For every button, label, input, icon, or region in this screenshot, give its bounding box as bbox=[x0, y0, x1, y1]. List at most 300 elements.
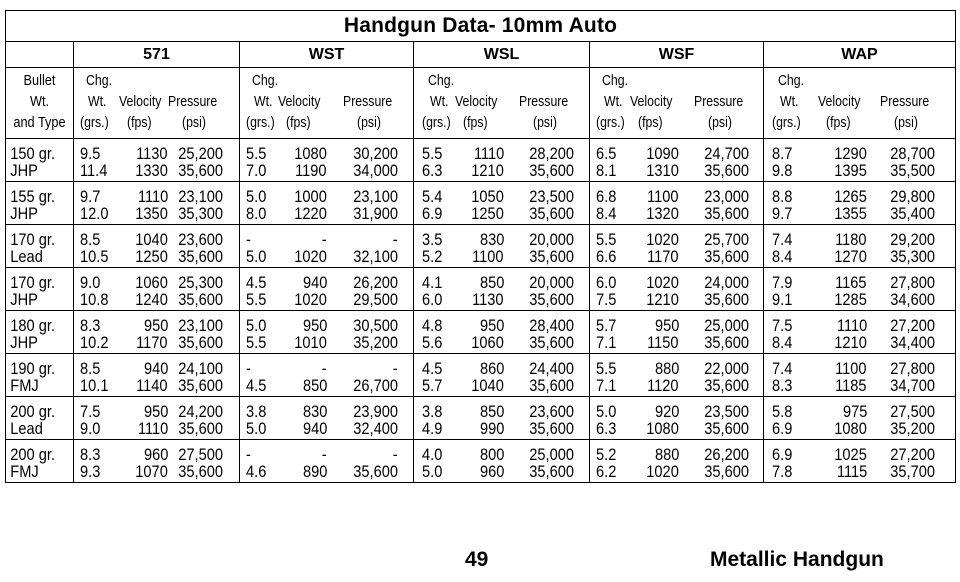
data-cell bbox=[74, 225, 240, 268]
max-load-line bbox=[240, 377, 413, 394]
bullet-header-cell bbox=[6, 68, 74, 139]
bullet-cell bbox=[6, 225, 74, 268]
velocity-value: 1180 bbox=[835, 230, 868, 249]
start-load-line bbox=[74, 360, 239, 377]
velocity-value: 1240 bbox=[135, 290, 168, 309]
chg-header-text: Chg. bbox=[602, 72, 628, 89]
start-load-line bbox=[414, 145, 589, 162]
velocity-value: 1110 bbox=[137, 187, 168, 206]
velocity-value: 1220 bbox=[294, 204, 327, 223]
pressure-value: 31,900 bbox=[353, 204, 398, 223]
max-load-line bbox=[240, 463, 413, 480]
data-cell bbox=[74, 139, 240, 182]
start-load-line bbox=[764, 231, 955, 248]
table-row bbox=[6, 139, 956, 182]
bullet-label: 155 gr. bbox=[10, 187, 56, 206]
charge-value: 10.1 bbox=[80, 376, 109, 395]
velocity-value: 1210 bbox=[471, 161, 504, 180]
pressure-value: 29,200 bbox=[890, 230, 936, 249]
start-load-line bbox=[240, 403, 413, 420]
data-cell bbox=[240, 354, 414, 397]
velocity-value: 1090 bbox=[646, 144, 679, 163]
bullet-label: JHP bbox=[10, 290, 38, 309]
pressure-value: 23,500 bbox=[529, 187, 574, 206]
charge-value: 8.5 bbox=[80, 230, 101, 249]
column-header-group bbox=[74, 68, 240, 139]
velocity-value: 950 bbox=[479, 316, 504, 335]
velocity-value: 1110 bbox=[473, 144, 504, 163]
pressure-value: 27,500 bbox=[178, 445, 223, 464]
table-row bbox=[6, 182, 956, 225]
bullet-label: Lead bbox=[10, 419, 43, 438]
charge-value: 4.5 bbox=[246, 273, 267, 292]
velocity-value: 1020 bbox=[294, 290, 327, 309]
pressure-value: 24,200 bbox=[178, 402, 223, 421]
pressure-value: 26,700 bbox=[353, 376, 398, 395]
data-cell bbox=[590, 139, 764, 182]
pressure-value: 35,600 bbox=[529, 376, 574, 395]
charge-value: 6.3 bbox=[422, 161, 443, 180]
pressure-value: 35,600 bbox=[529, 419, 574, 438]
start-load-line bbox=[590, 360, 763, 377]
pressure-value: 23,900 bbox=[353, 402, 398, 421]
chg-header-text: (grs.) bbox=[246, 114, 275, 131]
charge-value: 8.5 bbox=[80, 359, 101, 378]
bullet-label: FMJ bbox=[10, 462, 39, 481]
charge-value: 9.3 bbox=[80, 462, 101, 481]
velocity-value: 950 bbox=[654, 316, 679, 335]
charge-value: 7.9 bbox=[772, 273, 793, 292]
chg-header-text: Wt. bbox=[780, 93, 799, 110]
charge-value: 8.7 bbox=[772, 144, 793, 163]
pressure-value: 35,300 bbox=[178, 204, 223, 223]
data-cell bbox=[74, 440, 240, 483]
pressure-value: 35,600 bbox=[529, 333, 574, 352]
charge-value: 6.2 bbox=[596, 462, 617, 481]
start-load-line bbox=[590, 403, 763, 420]
velocity-value: 1170 bbox=[136, 333, 168, 352]
start-load-line bbox=[240, 274, 413, 291]
velocity-value: 940 bbox=[302, 419, 327, 438]
charge-value: 8.4 bbox=[772, 247, 793, 266]
chg-header-text: (grs.) bbox=[80, 114, 109, 131]
pressure-value: 35,600 bbox=[178, 419, 223, 438]
data-cell bbox=[74, 354, 240, 397]
velocity-value: 1010 bbox=[294, 333, 327, 352]
start-load-line bbox=[74, 403, 239, 420]
data-cell bbox=[590, 268, 764, 311]
pressure-value: 34,600 bbox=[890, 290, 936, 309]
velocity-value: 1110 bbox=[137, 419, 168, 438]
velocity-value: 850 bbox=[479, 273, 504, 292]
pressure-value: 32,100 bbox=[353, 247, 398, 266]
max-load-line bbox=[764, 377, 955, 394]
charge-value: 8.3 bbox=[80, 316, 101, 335]
chg-header-text: (grs.) bbox=[772, 114, 801, 131]
pressure-header-text: (psi) bbox=[182, 114, 206, 131]
pressure-value: - bbox=[393, 359, 398, 378]
velocity-value: 950 bbox=[143, 316, 168, 335]
pressure-value: 35,600 bbox=[704, 161, 749, 180]
velocity-value: 1120 bbox=[647, 376, 679, 395]
velocity-value: 1025 bbox=[834, 445, 868, 464]
start-load-line bbox=[764, 145, 955, 162]
velocity-value: 1100 bbox=[647, 187, 679, 206]
pressure-value: 24,400 bbox=[529, 359, 574, 378]
velocity-value: 1060 bbox=[135, 273, 168, 292]
start-load-line bbox=[590, 317, 763, 334]
bullet-label: 170 gr. bbox=[10, 230, 56, 249]
start-load-line bbox=[590, 231, 763, 248]
pressure-value: 35,300 bbox=[890, 247, 936, 266]
charge-value: 10.2 bbox=[80, 333, 109, 352]
start-load-line bbox=[590, 446, 763, 463]
data-cell bbox=[414, 225, 590, 268]
bullet-cell bbox=[6, 311, 74, 354]
velocity-value: 850 bbox=[479, 402, 504, 421]
charge-value: 3.8 bbox=[246, 402, 267, 421]
velocity-value: 950 bbox=[302, 316, 327, 335]
velocity-value: 1210 bbox=[646, 290, 679, 309]
charge-value: 9.8 bbox=[772, 161, 793, 180]
pressure-value: 35,400 bbox=[890, 204, 936, 223]
max-load-line bbox=[590, 162, 763, 179]
charge-value: 7.0 bbox=[246, 161, 267, 180]
start-load-line bbox=[74, 446, 239, 463]
start-load-line bbox=[240, 231, 413, 248]
pressure-value: 30,500 bbox=[353, 316, 398, 335]
start-load-line bbox=[74, 317, 239, 334]
pressure-value: 29,500 bbox=[353, 290, 398, 309]
bullet-label: 170 gr. bbox=[10, 273, 56, 292]
max-load-line bbox=[74, 291, 239, 308]
charge-value: 10.5 bbox=[80, 247, 109, 266]
bullet-header bbox=[11, 68, 68, 133]
velocity-value: 1020 bbox=[646, 462, 679, 481]
charge-value: 7.5 bbox=[596, 290, 617, 309]
charge-value: 9.5 bbox=[80, 144, 101, 163]
velocity-value: 1270 bbox=[834, 247, 868, 266]
charge-value: 7.5 bbox=[772, 316, 793, 335]
velocity-value: 920 bbox=[654, 402, 679, 421]
data-cell bbox=[764, 225, 956, 268]
charge-value: 5.0 bbox=[246, 187, 267, 206]
bullet-header-line: Wt. bbox=[29, 93, 50, 110]
table-row bbox=[6, 225, 956, 268]
start-load-line bbox=[414, 317, 589, 334]
bullet-cell bbox=[6, 139, 74, 182]
max-load-line bbox=[74, 162, 239, 179]
max-load-line bbox=[764, 334, 955, 351]
max-load-line bbox=[764, 205, 955, 222]
section-title: Metallic Handgun bbox=[710, 548, 884, 571]
data-cell bbox=[590, 182, 764, 225]
pressure-value: 35,200 bbox=[890, 419, 936, 438]
data-cell bbox=[590, 311, 764, 354]
pressure-value: 28,400 bbox=[529, 316, 574, 335]
bullet-header-line: Bullet bbox=[23, 72, 56, 89]
chg-header-text: Wt. bbox=[254, 93, 273, 110]
data-cell bbox=[414, 440, 590, 483]
velocity-header-text: (fps) bbox=[286, 114, 311, 131]
start-load-line bbox=[590, 145, 763, 162]
velocity-value: 1210 bbox=[834, 333, 868, 352]
pressure-value: 35,600 bbox=[529, 204, 574, 223]
velocity-value: - bbox=[322, 359, 327, 378]
velocity-value: 1355 bbox=[834, 204, 868, 223]
bullet-cell bbox=[6, 440, 74, 483]
table-row bbox=[6, 397, 956, 440]
table-row bbox=[6, 440, 956, 483]
start-load-line bbox=[74, 145, 239, 162]
velocity-value: 960 bbox=[143, 445, 168, 464]
velocity-value: 800 bbox=[479, 445, 504, 464]
pressure-value: 35,600 bbox=[353, 462, 398, 481]
pressure-header-text: Pressure bbox=[880, 93, 930, 110]
max-load-line bbox=[414, 291, 589, 308]
pressure-value: 35,500 bbox=[890, 161, 936, 180]
velocity-value: 860 bbox=[479, 359, 504, 378]
start-load-line bbox=[414, 360, 589, 377]
chg-header-text: Chg. bbox=[778, 72, 804, 89]
max-load-line bbox=[74, 377, 239, 394]
charge-value: 5.7 bbox=[596, 316, 617, 335]
start-load-line bbox=[240, 446, 413, 463]
pressure-value: 23,100 bbox=[353, 187, 398, 206]
velocity-value: 1040 bbox=[135, 230, 168, 249]
pressure-value: 35,600 bbox=[704, 247, 749, 266]
velocity-value: 1080 bbox=[834, 419, 868, 438]
pressure-value: 23,100 bbox=[178, 316, 223, 335]
max-load-line bbox=[414, 463, 589, 480]
max-load-line bbox=[74, 463, 239, 480]
start-load-line bbox=[240, 360, 413, 377]
data-cell bbox=[764, 268, 956, 311]
column-header-group bbox=[590, 68, 764, 139]
velocity-header-text: (fps) bbox=[826, 114, 851, 131]
velocity-value: 1170 bbox=[647, 247, 679, 266]
velocity-value: 1020 bbox=[646, 273, 679, 292]
pressure-value: 35,600 bbox=[178, 161, 223, 180]
bullet-cell bbox=[6, 182, 74, 225]
charge-value: 8.1 bbox=[596, 161, 617, 180]
pressure-value: 23,600 bbox=[178, 230, 223, 249]
data-cell bbox=[240, 182, 414, 225]
charge-value: - bbox=[246, 359, 251, 378]
bullet-label: 180 gr. bbox=[10, 316, 56, 335]
pressure-value: 24,700 bbox=[704, 144, 749, 163]
max-load-line bbox=[414, 420, 589, 437]
pressure-value: 25,300 bbox=[178, 273, 223, 292]
max-load-line bbox=[764, 162, 955, 179]
pressure-value: 35,600 bbox=[529, 247, 574, 266]
data-cell bbox=[240, 397, 414, 440]
pressure-value: 35,600 bbox=[178, 247, 223, 266]
charge-value: 5.5 bbox=[596, 359, 617, 378]
charge-value: 4.9 bbox=[422, 419, 443, 438]
velocity-header-text: (fps) bbox=[463, 114, 488, 131]
velocity-value: 1115 bbox=[836, 462, 868, 481]
velocity-value: 950 bbox=[143, 402, 168, 421]
velocity-value: 1320 bbox=[646, 204, 679, 223]
velocity-value: 830 bbox=[302, 402, 327, 421]
column-header-group bbox=[764, 68, 956, 139]
charge-value: 8.0 bbox=[246, 204, 267, 223]
charge-value: 5.4 bbox=[422, 187, 443, 206]
start-load-line bbox=[764, 188, 955, 205]
charge-value: 6.9 bbox=[422, 204, 443, 223]
charge-value: 6.5 bbox=[596, 144, 617, 163]
velocity-header-text: (fps) bbox=[127, 114, 152, 131]
start-load-line bbox=[414, 274, 589, 291]
start-load-line bbox=[764, 446, 955, 463]
charge-value: 8.3 bbox=[80, 445, 101, 464]
bullet-header-line: and Type bbox=[13, 114, 66, 131]
data-cell bbox=[240, 440, 414, 483]
velocity-value: 975 bbox=[842, 402, 868, 421]
charge-value: 7.5 bbox=[80, 402, 101, 421]
charge-value: 6.9 bbox=[772, 445, 793, 464]
charge-value: 9.7 bbox=[772, 204, 793, 223]
page-number: 49 bbox=[465, 548, 489, 571]
max-load-line bbox=[590, 205, 763, 222]
bullet-label: 190 gr. bbox=[10, 359, 56, 378]
bullet-label: FMJ bbox=[10, 376, 39, 395]
data-cell bbox=[74, 397, 240, 440]
pressure-value: 35,600 bbox=[529, 462, 574, 481]
velocity-value: 1070 bbox=[135, 462, 168, 481]
max-load-line bbox=[590, 463, 763, 480]
bullet-label: JHP bbox=[10, 333, 38, 352]
data-cell bbox=[764, 354, 956, 397]
velocity-value: 1290 bbox=[834, 144, 868, 163]
charge-value: 8.3 bbox=[772, 376, 793, 395]
velocity-value: - bbox=[322, 230, 327, 249]
bullet-label: 200 gr. bbox=[10, 402, 56, 421]
max-load-line bbox=[414, 162, 589, 179]
bullet-cell bbox=[6, 397, 74, 440]
velocity-value: 1020 bbox=[646, 230, 679, 249]
chg-header-text: Chg. bbox=[252, 72, 278, 89]
charge-value: 9.0 bbox=[80, 273, 101, 292]
table-title: Handgun Data- 10mm Auto bbox=[6, 11, 956, 42]
charge-value: - bbox=[246, 445, 251, 464]
powder-header: WSL bbox=[414, 42, 590, 68]
column-header-group bbox=[414, 68, 590, 139]
charge-value: 5.5 bbox=[246, 333, 267, 352]
max-load-line bbox=[590, 248, 763, 265]
start-load-line bbox=[414, 446, 589, 463]
pressure-value: 35,700 bbox=[890, 462, 936, 481]
charge-value: 5.5 bbox=[422, 144, 443, 163]
max-load-line bbox=[240, 205, 413, 222]
velocity-value: 1350 bbox=[135, 204, 168, 223]
max-load-line bbox=[764, 463, 955, 480]
pressure-value: 27,500 bbox=[890, 402, 936, 421]
powder-header: 571 bbox=[74, 42, 240, 68]
max-load-line bbox=[414, 248, 589, 265]
charge-value: 12.0 bbox=[80, 204, 109, 223]
data-cell bbox=[414, 354, 590, 397]
velocity-value: 960 bbox=[479, 462, 504, 481]
pressure-value: 24,100 bbox=[178, 359, 223, 378]
bullet-label: 150 gr. bbox=[10, 144, 56, 163]
pressure-value: 32,400 bbox=[353, 419, 398, 438]
pressure-value: 29,800 bbox=[890, 187, 936, 206]
charge-value: 7.1 bbox=[596, 333, 617, 352]
data-cell bbox=[414, 268, 590, 311]
charge-value: 3.8 bbox=[422, 402, 443, 421]
chg-header-text: (grs.) bbox=[596, 114, 625, 131]
velocity-value: 830 bbox=[479, 230, 504, 249]
charge-value: 7.8 bbox=[772, 462, 793, 481]
pressure-value: 28,700 bbox=[890, 144, 936, 163]
pressure-value: 23,000 bbox=[704, 187, 749, 206]
charge-value: 11.4 bbox=[80, 161, 108, 180]
data-cell bbox=[414, 182, 590, 225]
charge-value: 4.1 bbox=[422, 273, 443, 292]
pressure-value: 28,200 bbox=[529, 144, 574, 163]
powder-header: WAP bbox=[764, 42, 956, 68]
charge-value: 4.0 bbox=[422, 445, 443, 464]
start-load-line bbox=[590, 274, 763, 291]
velocity-value: 880 bbox=[654, 445, 679, 464]
charge-value: 7.4 bbox=[772, 359, 793, 378]
pressure-value: 35,600 bbox=[704, 419, 749, 438]
velocity-value: 1020 bbox=[294, 247, 327, 266]
table-row bbox=[6, 354, 956, 397]
chg-header-text: Wt. bbox=[88, 93, 107, 110]
chg-header-text: Chg. bbox=[86, 72, 112, 89]
data-cell bbox=[590, 354, 764, 397]
data-cell bbox=[74, 268, 240, 311]
max-load-line bbox=[74, 205, 239, 222]
data-cell bbox=[764, 440, 956, 483]
charge-value: 6.0 bbox=[422, 290, 443, 309]
pressure-value: 24,000 bbox=[704, 273, 749, 292]
velocity-value: 1100 bbox=[472, 247, 504, 266]
velocity-header-text: Velocity bbox=[818, 93, 861, 110]
data-cell bbox=[764, 397, 956, 440]
charge-value: 6.6 bbox=[596, 247, 617, 266]
velocity-header-text: Velocity bbox=[119, 93, 162, 110]
charge-value: 5.7 bbox=[422, 376, 443, 395]
chg-header-text: Chg. bbox=[428, 72, 454, 89]
data-cell bbox=[764, 311, 956, 354]
pressure-value: 35,600 bbox=[704, 290, 749, 309]
velocity-value: 1130 bbox=[472, 290, 504, 309]
max-load-line bbox=[240, 248, 413, 265]
velocity-header-text: Velocity bbox=[630, 93, 673, 110]
velocity-value: 1165 bbox=[835, 273, 868, 292]
velocity-value: 1130 bbox=[136, 144, 168, 163]
pressure-value: - bbox=[393, 445, 398, 464]
max-load-line bbox=[590, 420, 763, 437]
max-load-line bbox=[764, 248, 955, 265]
pressure-header-text: (psi) bbox=[533, 114, 557, 131]
start-load-line bbox=[764, 317, 955, 334]
pressure-value: 20,000 bbox=[529, 230, 574, 249]
charge-value: 9.0 bbox=[80, 419, 101, 438]
data-cell bbox=[590, 397, 764, 440]
table-row bbox=[6, 311, 956, 354]
velocity-header-text: Velocity bbox=[455, 93, 498, 110]
charge-value: 5.0 bbox=[246, 247, 267, 266]
max-load-line bbox=[590, 291, 763, 308]
pressure-value: 35,600 bbox=[704, 204, 749, 223]
column-header-group bbox=[240, 68, 414, 139]
pressure-value: 27,800 bbox=[890, 359, 936, 378]
